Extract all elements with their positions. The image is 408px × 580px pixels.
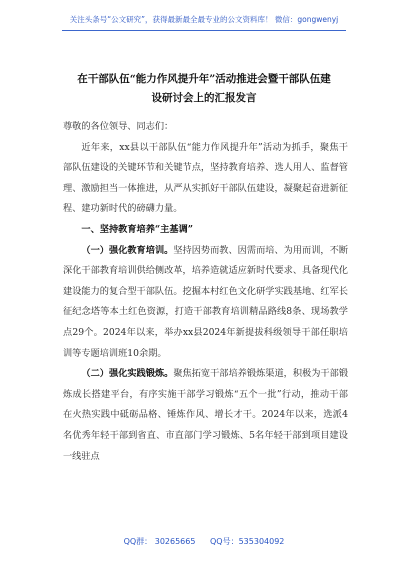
item-2-lead: （二）强化实践锻炼。	[81, 368, 174, 380]
footer-qq-group: QQ群： 30265665	[123, 537, 196, 546]
item-2-text: 聚焦拓宽干部培养锻炼渠道，积极为干部锻炼成长搭建平台，有序实施干部学习锻炼“五个一批”行动，推动干部在火热实践中砥砺品格、锤炼作风、增长才干。2024年以来，选派4名优秀年轻干部到省直、市直部门学习锻炼、5名年轻干部到项目建设一线驻点	[63, 368, 349, 462]
document-body	[63, 117, 348, 467]
item-1-text: 坚持因势而教、因需而培、为用而训，不断深化干部教育培训供给侧改革，培养造就适应新时代要求、具备现代化建设能力的复合型干部队伍。挖掘本村红色文化研学实践基地、红军长征纪念塔等本土红色资源，打造干部教育培训精品路线8条、现场教学点29个。2024年以来，举办xx县2024年新提拔科级领导干部任职培训等专题培训班10余期。	[63, 244, 349, 359]
header-divider	[62, 30, 346, 31]
intro-paragraph: 近年来，xx县以干部队伍“能力作风提升年”活动为抓手，聚焦干部队伍建设的关键环节和关键节点，坚持教育培养、选人用人、监督管理、激励担当一体推进，从严从实抓好干部队伍建设，凝聚起奋进新征程、建功新时代的磅礴力量。	[63, 141, 348, 215]
section-1-heading: 一、坚持教育培养“主基调”	[81, 223, 194, 235]
item-1-lead: （一）强化教育培训。	[81, 244, 174, 256]
footer-contact	[0, 536, 408, 547]
salutation: 尊敬的各位领导、同志们：	[63, 121, 174, 132]
title-line-1: 在干部队伍“能力作风提升年”活动推进会暨干部队伍建	[77, 73, 331, 85]
section-1-item-1	[63, 241, 348, 365]
document-title	[40, 70, 368, 108]
section-1-item-2	[63, 364, 348, 467]
title-line-2: 设研讨会上的汇报发言	[151, 92, 257, 104]
footer-qq-number: QQ号：535304092	[210, 537, 285, 546]
header-notice: 关注头条号“公文研究”，获得最新最全最专业的公文资料库！ 微信：gongwenyj	[69, 15, 339, 24]
